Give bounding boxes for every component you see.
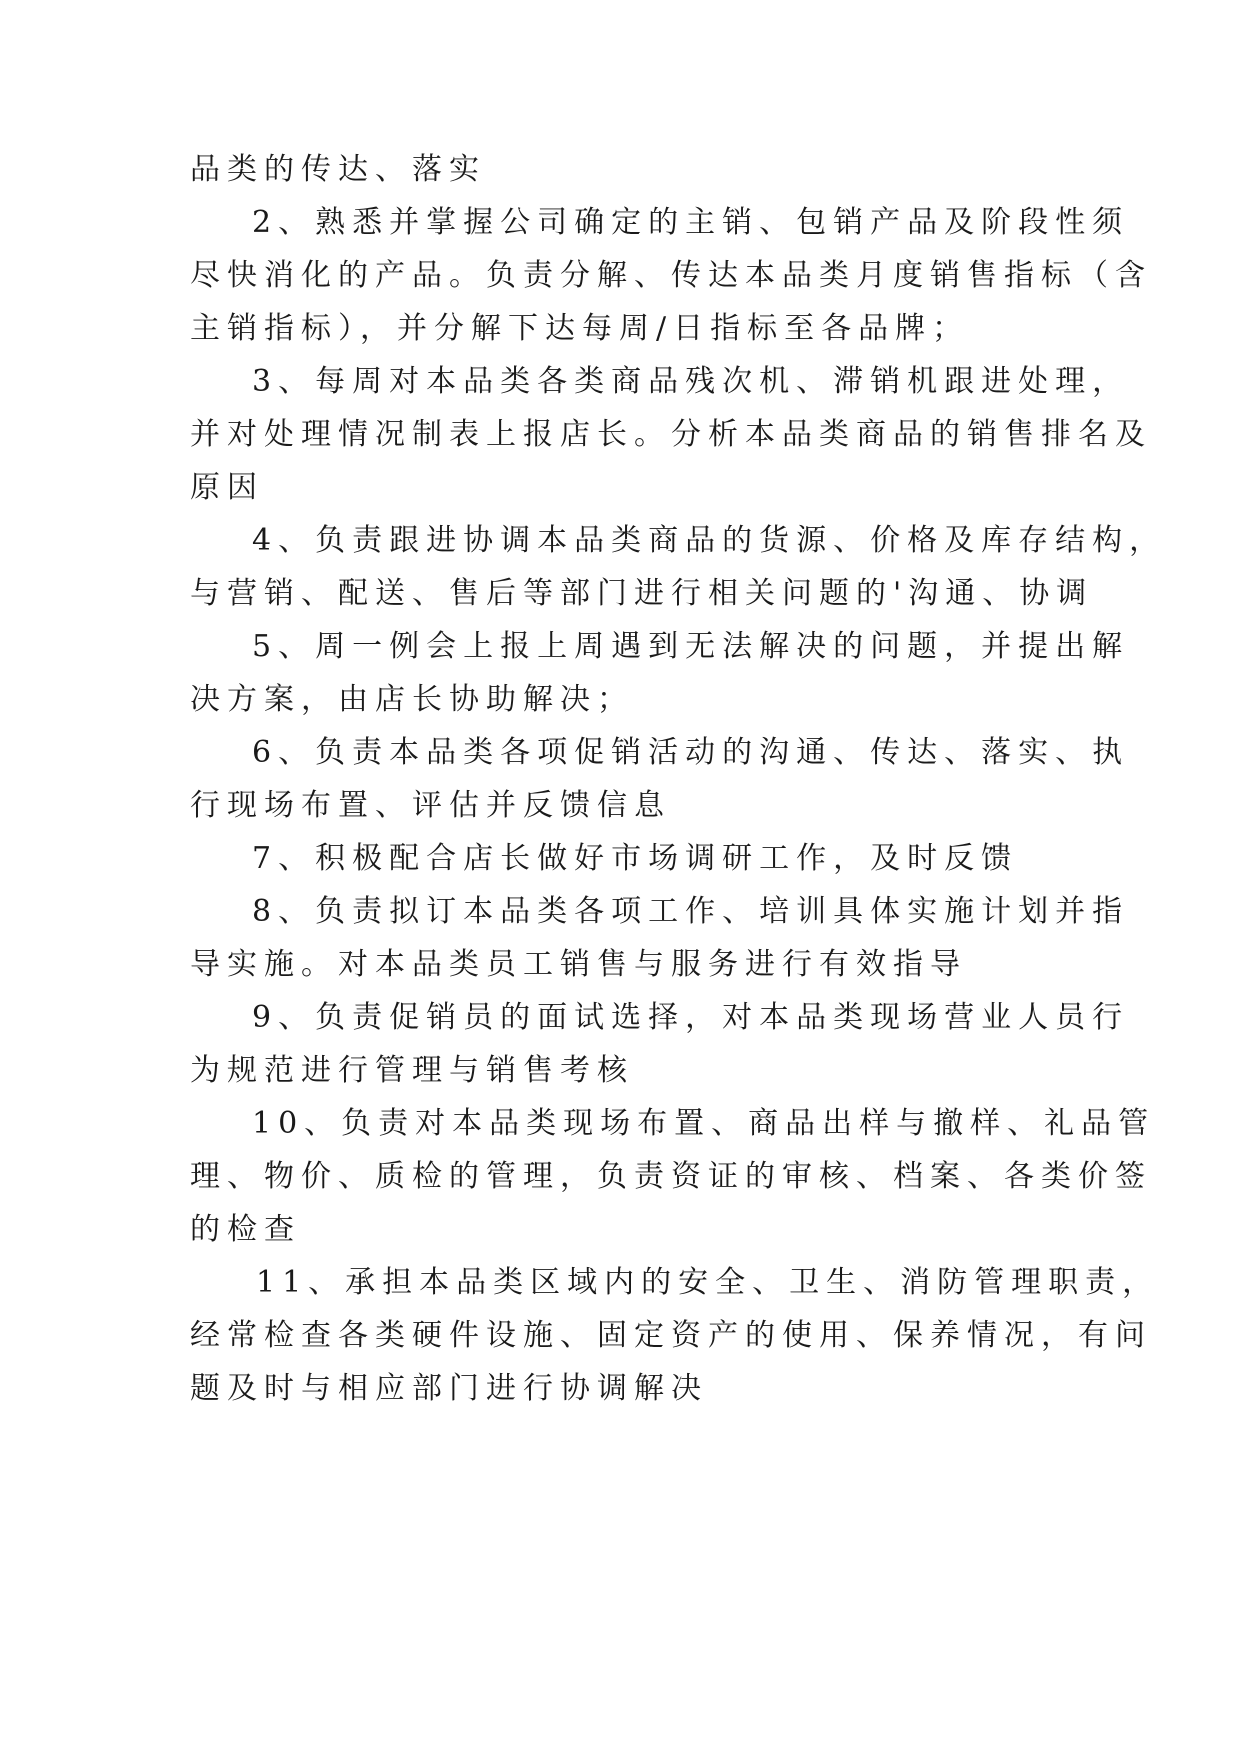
text-line: 3、每周对本品类各类商品残次机、滞销机跟进处理， bbox=[252, 364, 1130, 399]
text-line: 理、物价、质检的管理，负责资证的审核、档案、各类价签 bbox=[190, 1159, 1152, 1194]
text-line: 6、负责本品类各项促销活动的沟通、传达、落实、执 bbox=[252, 735, 1130, 770]
text-line: 的检查 bbox=[190, 1212, 301, 1247]
text-line: 经常检查各类硬件设施、固定资产的使用、保养情况，有问 bbox=[190, 1318, 1152, 1353]
text-line: 4、负责跟进协调本品类商品的货源、价格及库存结构， bbox=[252, 523, 1167, 558]
text-line: 尽快消化的产品。负责分解、传达本品类月度销售指标（含 bbox=[190, 258, 1152, 293]
text-line: 7、积极配合店长做好市场调研工作，及时反馈 bbox=[252, 841, 1019, 876]
text-line: 为规范进行管理与销售考核 bbox=[190, 1053, 634, 1088]
text-line: 8、负责拟订本品类各项工作、培训具体实施计划并指 bbox=[252, 894, 1130, 929]
text-line: 主销指标），并分解下达每周/日指标至各品牌； bbox=[190, 311, 970, 346]
text-line: 11、承担本品类区域内的安全、卫生、消防管理职责， bbox=[256, 1265, 1160, 1300]
text-line: 原因 bbox=[190, 470, 264, 505]
text-line: 品类的传达、落实 bbox=[190, 152, 486, 187]
text-line: 与营销、配送、售后等部门进行相关问题的'沟通、协调 bbox=[190, 576, 1094, 611]
text-line: 并对处理情况制表上报店长。分析本品类商品的销售排名及 bbox=[190, 417, 1152, 452]
text-line: 导实施。对本品类员工销售与服务进行有效指导 bbox=[190, 947, 967, 982]
text-line: 题及时与相应部门进行协调解决 bbox=[190, 1371, 708, 1406]
text-line: 决方案，由店长协助解决； bbox=[190, 682, 634, 717]
text-line: 行现场布置、评估并反馈信息 bbox=[190, 788, 671, 823]
text-line: 5、周一例会上报上周遇到无法解决的问题，并提出解 bbox=[252, 629, 1130, 664]
text-line: 2、熟悉并掌握公司确定的主销、包销产品及阶段性须 bbox=[252, 205, 1130, 240]
text-line: 9、负责促销员的面试选择，对本品类现场营业人员行 bbox=[252, 1000, 1130, 1035]
text-line: 10、负责对本品类现场布置、商品出样与撤样、礼品管 bbox=[252, 1106, 1156, 1141]
